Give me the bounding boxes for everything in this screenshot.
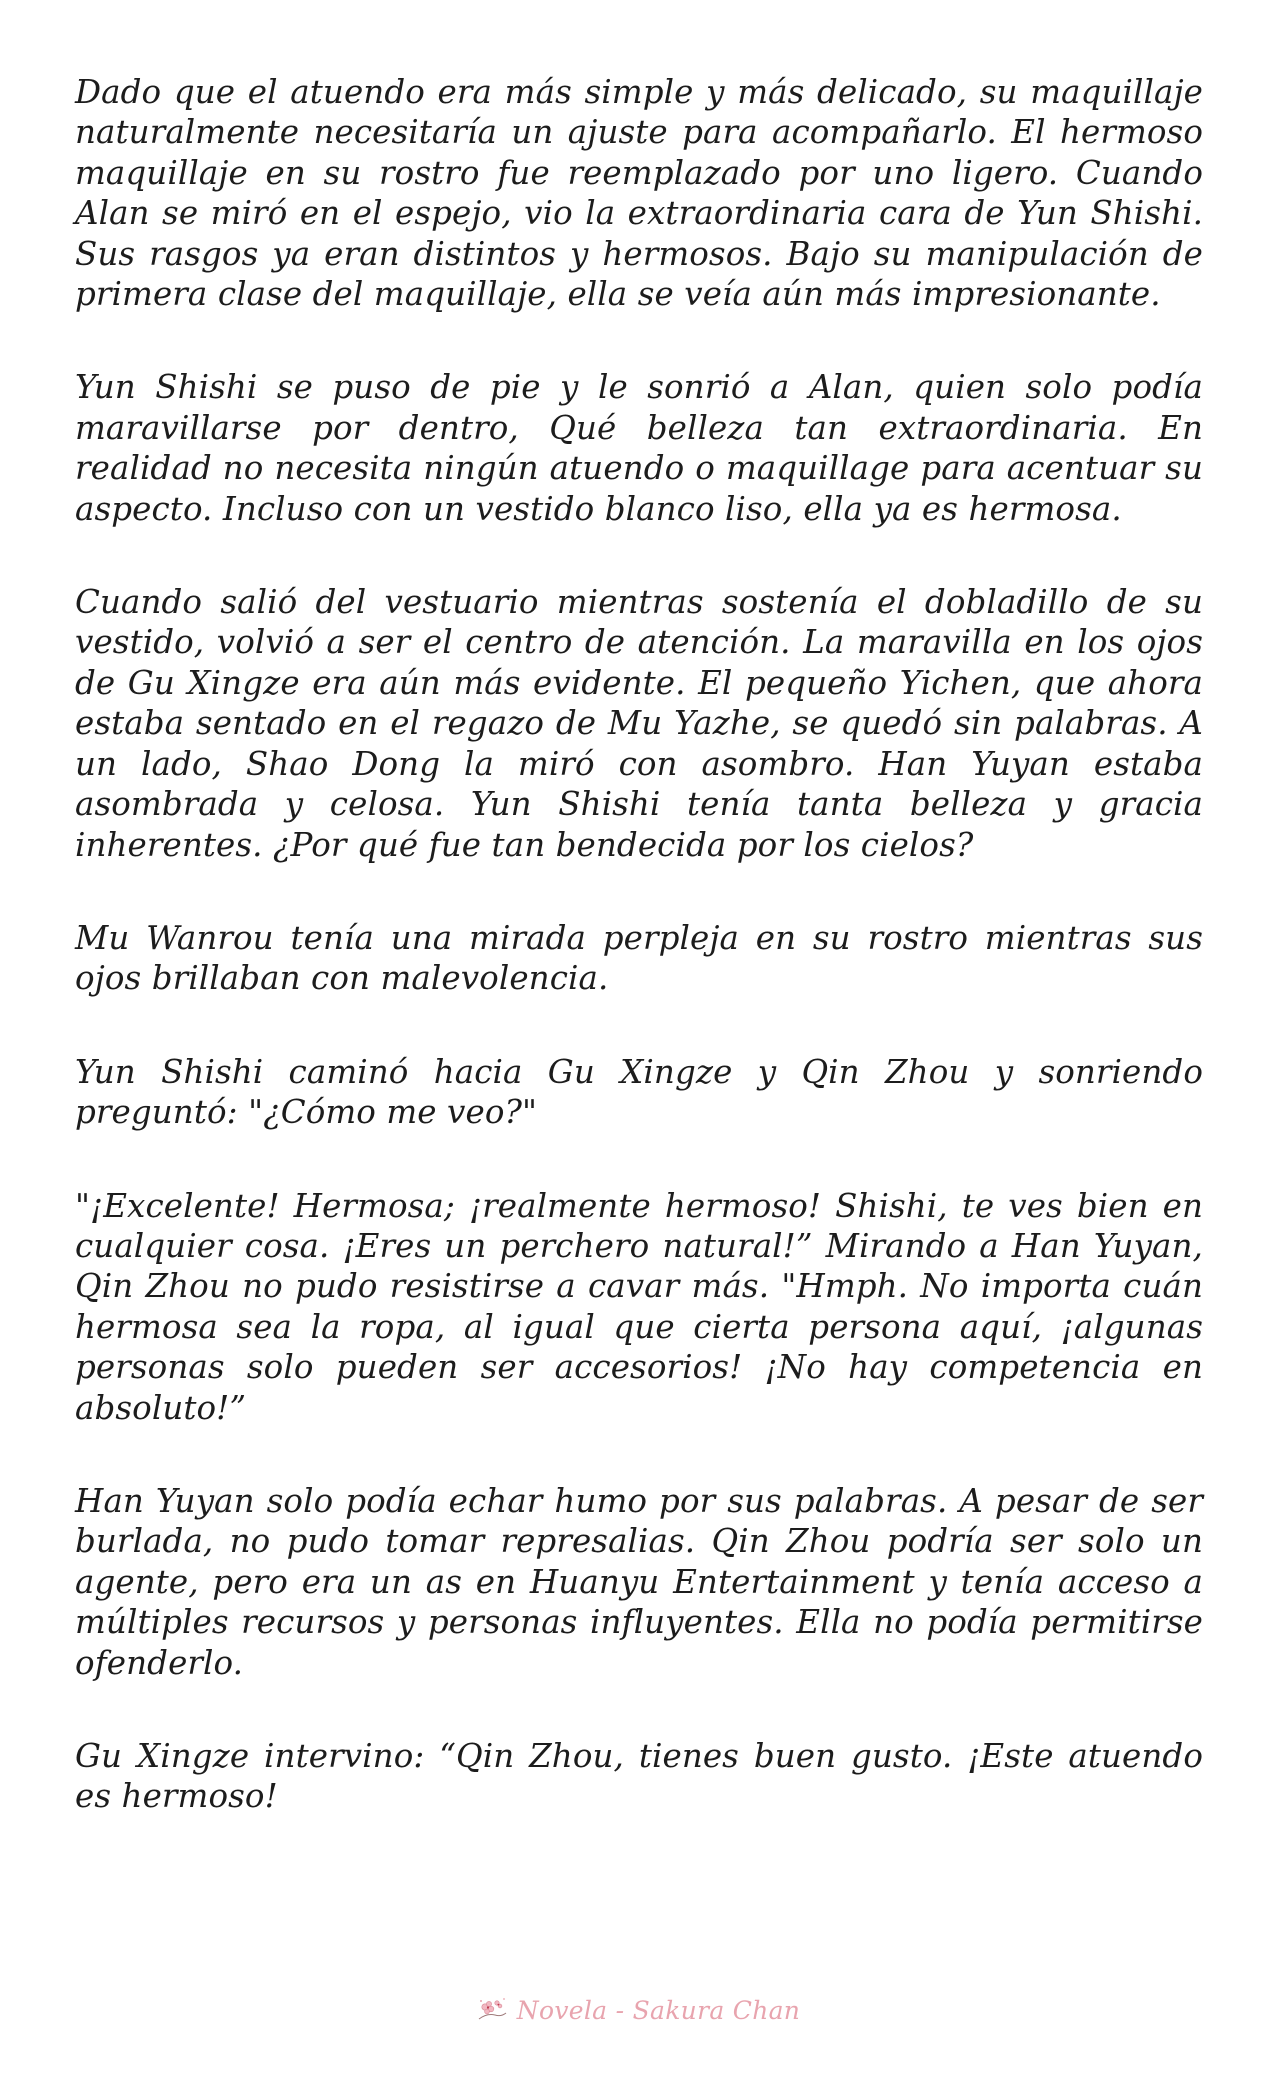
watermark-text: Novela - Sakura Chan — [516, 1995, 801, 2025]
document-body — [75, 72, 1203, 1870]
paragraph: Dado que el atuendo era más simple y más delicado, su maquillaje naturalmente necesitaría un ajuste para acompañarlo. El hermoso maquillaje en su rostro fue reemplazado por uno ligero. Cuando Alan se miró en el espejo, vio la extraordinaria cara de Yun Shishi. Sus rasgos ya eran distintos y hermosos. Bajo su manipulación de primera clase del maquillaje, ella se veía aún más impresionante. — [75, 73, 1203, 314]
paragraph: Yun Shishi se puso de pie y le sonrió a Alan, quien solo podía maravillarse por dentro, Qué belleza tan extraordinaria. En realidad no necesita ningún atuendo o maquillage para acentuar su aspecto. Incluso con un vestido blanco liso, ella ya es hermosa. — [75, 368, 1203, 528]
paragraph: Han Yuyan solo podía echar humo por sus palabras. A pesar de ser burlada, no pudo tomar represalias. Qin Zhou podría ser solo un agente, pero era un as en Huanyu Entertainment y tenía acceso a múltiples recursos y personas influyentes. Ella no podía permitirse ofenderlo. — [75, 1481, 1203, 1682]
watermark-group — [475, 1995, 800, 2025]
paragraph: Yun Shishi caminó hacia Gu Xingze y Qin Zhou y sonriendo preguntó: "¿Cómo me veo?" — [75, 1052, 1203, 1132]
paragraph: "¡Excelente! Hermosa; ¡realmente hermoso! Shishi, te ves bien en cualquier cosa. ¡Eres un perchero natural!” Mirando a Han Yuyan, Qin Zhou no pudo resistirse a cavar más. "Hmph. No importa cuán hermosa sea la ropa, al igual que cierta persona aquí, ¡algunas personas solo pueden ser accesorios! ¡No hay competencia en absoluto!” — [75, 1186, 1203, 1427]
paragraph: Cuando salió del vestuario mientras sostenía el dobladillo de su vestido, volvió a ser el centro de atención. La maravilla en los ojos de Gu Xingze era aún más evidente. El pequeño Yichen, que ahora estaba sentado en el regazo de Mu Yazhe, se quedó sin palabras. A un lado, Shao Dong la miró con asombro. Han Yuyan estaba asombrada y celosa. Yun Shishi tenía tanta belleza y gracia inherentes. ¿Por qué fue tan bendecida por los cielos? — [75, 583, 1203, 864]
paragraph: Mu Wanrou tenía una mirada perpleja en su rostro mientras sus ojos brillaban con malevolencia. — [75, 918, 1203, 998]
footer-watermark — [0, 1995, 1275, 2025]
sakura-flower-icon — [475, 1995, 509, 2025]
paragraph: Gu Xingze intervino: “Qin Zhou, tienes buen gusto. ¡Este atuendo es hermoso! — [75, 1737, 1203, 1816]
